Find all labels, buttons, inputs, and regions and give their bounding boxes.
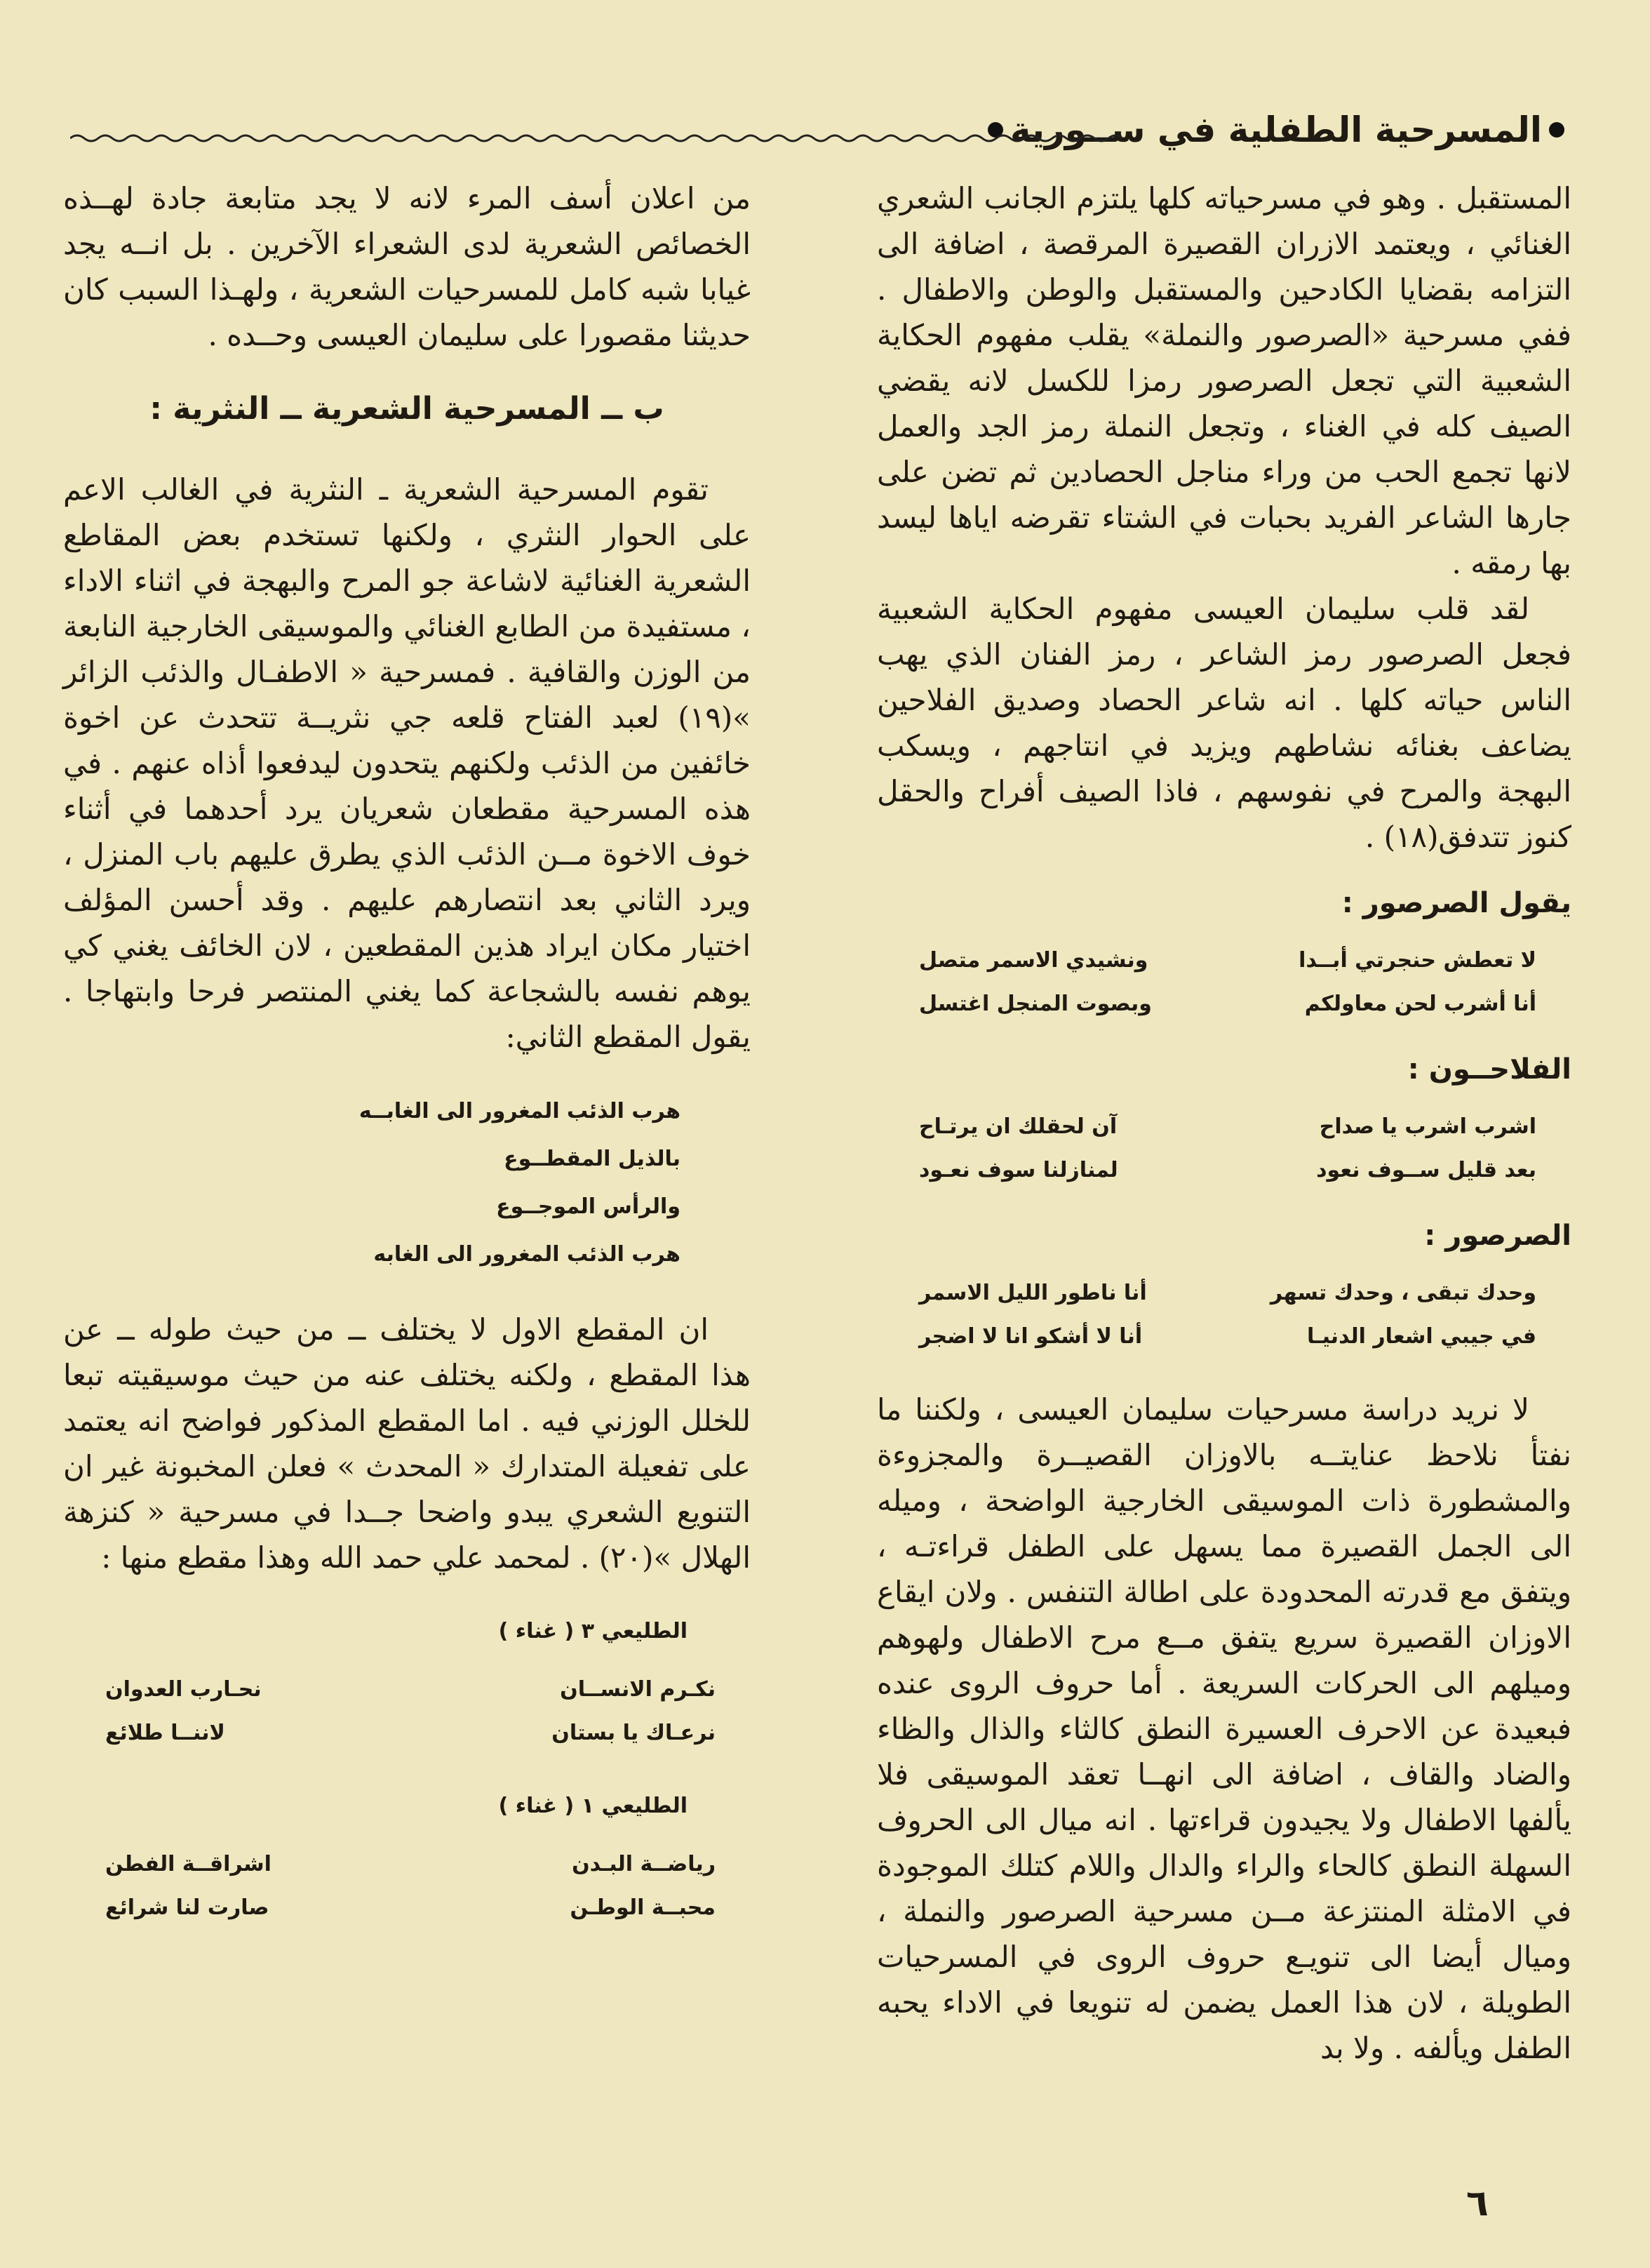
poem-line: هرب الذئب المغرور الى الغابه xyxy=(373,1242,680,1267)
verse-hemistich: اشرب اشرب يا صداح xyxy=(1319,1114,1536,1139)
paragraph: المستقبل . وهو في مسرحياته كلها يلتزم الجانب الشعري الغنائي ، ويعتمد الازران القصيرة المرقصة ، اضافة الى التزامه بقضايا الكادحين والمستقبل والوطن والاطفال . ففي مسرحية «الصرصور والنملة» يقلب مفهوم الحكاية الشعبية التي تجعل الصرصور رمزا للكسل لانه يقضي الصيف كله في الغناء ، وتجعل النملة رمز الجد والعمل لانها تجمع الحب من وراء مناجل الحصادين ثم تضن على جارها الشاعر الفريد بحبات في الشتاء تقرضه اياها ليسد بها رمقه . xyxy=(877,181,1571,580)
verse-hemistich: أنا ناطور الليل الاسمر xyxy=(919,1281,1147,1305)
verse-hemistich: لا تعطش حنجرتي أبــدا xyxy=(1299,948,1536,973)
paragraph: تقوم المسرحية الشعرية ـ النثرية في الغالب الاعم على الحوار النثري ، ولكنها تستخدم بعض المقاطع الشعرية الغنائية لاشاعة جو المرح والبهجة في اثناء الاداء ، مستفيدة من الطابع الغنائي والموسيقى الخارجية النابعة من الوزن والقافية . فمسرحية « الاطفـال والذئب الزائر »(١٩) لعبد الفتاح قلعه جي نثريــة تتحدث عن اخوة خائفين من الذئب ولكنهم يتحدون ليدفعوا أذاه عنهم . في هذه المسرحية مقطعان شعريان يرد أحدهما في أثناء خوف الاخوة مــن الذئب الذي يطرق عليهم باب المنزل ، ويرد الثاني بعد انتصارهم عليهم . وقد أحسن المؤلف اختيار مكان ايراد هذين المقطعين ، لان الخائف يغني كي يوهم نفسه بالشجاعة كما يغني المنتصر فرحا وابتهاجا . يقول المقطع الثاني: xyxy=(63,472,751,1054)
verse-row xyxy=(877,939,1571,982)
decorative-wavy-rule xyxy=(70,132,1122,145)
verse-hemistich: نرعـاك يا بستان xyxy=(551,1721,716,1745)
speaker-label: الصرصور : xyxy=(1424,1220,1571,1252)
speaker-label: الطليعي ٣ ( غناء ) xyxy=(498,1619,688,1643)
paragraph: لقد قلب سليمان العيسى مفهوم الحكاية الشعبية فجعل الصرصور رمز الشاعر ، رمز الفنان الذي يهب الناس حياته كلها . انه شاعر الحصاد وصديق الفلاحين يضاعف بغنائه نشاطهم ويزيد في انتاجهم ، ويسكب البهجة والمرح في نفوسهم ، فاذا الصيف أفراح والحقل كنوز تتدفق(١٨) . xyxy=(877,592,1571,854)
verse-hemistich: آن لحقلك ان يرتـاح xyxy=(919,1114,1118,1139)
verse-hemistich: ونشيدي الاسمر متصل xyxy=(919,948,1148,973)
running-title: المسرحية الطفلية في ســورية xyxy=(1010,109,1542,150)
poem-line: والرأس الموجــوع xyxy=(496,1194,680,1219)
verse-hemistich: اشراقــة الفطن xyxy=(105,1852,271,1876)
verse-row xyxy=(63,1843,751,1886)
verse-hemistich: وحدك تبقى ، وحدك تسهر xyxy=(1270,1281,1536,1305)
poem-line: هرب الذئب المغرور الى الغابــه xyxy=(358,1099,680,1123)
speaker-label: يقول الصرصور : xyxy=(1341,887,1571,919)
speaker-label: الفلاحــون : xyxy=(1407,1053,1571,1086)
speaker-label: الطليعي ١ ( غناء ) xyxy=(498,1794,688,1818)
verse-block xyxy=(63,1668,751,1755)
section-heading: ب ــ المسرحية الشعرية ــ النثرية : xyxy=(149,391,664,427)
verse-row xyxy=(63,1886,751,1930)
bullet-icon xyxy=(1549,122,1564,138)
verse-hemistich: في جيبي اشعار الدنيـا xyxy=(1307,1324,1536,1349)
verse-row xyxy=(877,1149,1571,1192)
verse-hemistich: أنا أشرب لحن معاولكم xyxy=(1304,992,1536,1016)
verse-block xyxy=(877,1105,1571,1192)
verse-row xyxy=(877,1105,1571,1149)
paragraph: لا نريد دراسة مسرحيات سليمان العيسى ، ولكننا ما نفتأ نلاحظ عنايتــه بالاوزان القصيــرة والمجزوءة والمشطورة ذات الموسيقى الخارجية الواضحة ، وميله الى الجمل القصيرة مما يسهل على الطفل قراءتـه ، ويتفق مع قدرته المحدودة على اطالة التنفس . ولان ايقاع الاوزان القصيرة سريع يتفق مــع مرح الاطفال ولهوهم وميلهم الى الحركات السريعة . أما حروف الروى عنده فبعيدة عن الاحرف العسيرة النطق كالثاء والذال والظاء والضاد والقاف ، اضافة الى انهــا تعقد الموسيقى فلا يألفها الاطفال ولا يجيدون قراءتها . انه ميال الى الحروف السهلة النطق كالحاء والراء والدال واللام كتلك الموجودة في الامثلة المنتزعة مــن مسرحية الصرصور والنملة ، وميال أيضا الى تنويـع حروف الروى في المسرحيات الطويلة ، لان هذا العمل يضمن له تنويعا في الاداء يحبه الطفل ويألفه . ولا بد xyxy=(877,1392,1571,2065)
verse-block xyxy=(63,1843,751,1930)
verse-block xyxy=(877,1272,1571,1359)
right-column xyxy=(877,175,1571,2071)
verse-hemistich: صارت لنا شرائع xyxy=(105,1895,269,1920)
verse-row xyxy=(877,1315,1571,1359)
verse-block xyxy=(877,939,1571,1026)
paragraph: من اعلان أسف المرء لانه لا يجد متابعة جادة لهــذه الخصائص الشعرية لدى الشعراء الآخرين . بل انــه يجد غيابا شبه كامل للمسرحيات الشعرية ، ولهـذا السبب كان حديثنا مقصورا على سليمان العيسى وحــده . xyxy=(63,181,751,352)
poem-block xyxy=(63,1088,751,1279)
verse-row xyxy=(877,982,1571,1026)
verse-hemistich: رياضــة البـدن xyxy=(572,1852,716,1876)
verse-hemistich: أنا لا أشكو انا لا اضجر xyxy=(919,1324,1143,1349)
verse-hemistich: محبــة الوطـن xyxy=(570,1895,716,1920)
verse-hemistich: لمنازلنا سوف نعـود xyxy=(919,1158,1118,1182)
paragraph: ان المقطع الاول لا يختلف ــ من حيث طوله ــ عن هذا المقطع ، ولكنه يختلف عنه من حيث موسيقيته تبعا للخلل الوزني فيه . اما المقطع المذكور فواضح انه يعتمد على تفعيلة المتدارك « المحدث » فعلن المخبونة غير ان التنويع الشعري يبدو واضحا جــدا في مسرحية « كنزهة الهلال »(٢٠) . لمحمد علي حمد الله وهذا مقطع منها : xyxy=(63,1312,751,1575)
left-column xyxy=(63,175,751,1930)
page-number: ٦ xyxy=(1466,2182,1489,2224)
running-header xyxy=(70,105,1571,154)
verse-hemistich: لاننــا طلائع xyxy=(105,1721,225,1745)
verse-row xyxy=(63,1668,751,1712)
poem-line: بالذيل المقطــوع xyxy=(504,1147,680,1171)
verse-hemistich: وبصوت المنجل اغتسل xyxy=(919,992,1152,1016)
verse-hemistich: نكـرم الانســان xyxy=(560,1677,716,1702)
verse-row xyxy=(877,1272,1571,1315)
verse-hemistich: نحـارب العدوان xyxy=(105,1677,262,1702)
verse-hemistich: بعد قليل ســوف نعود xyxy=(1316,1158,1536,1182)
verse-row xyxy=(63,1712,751,1755)
